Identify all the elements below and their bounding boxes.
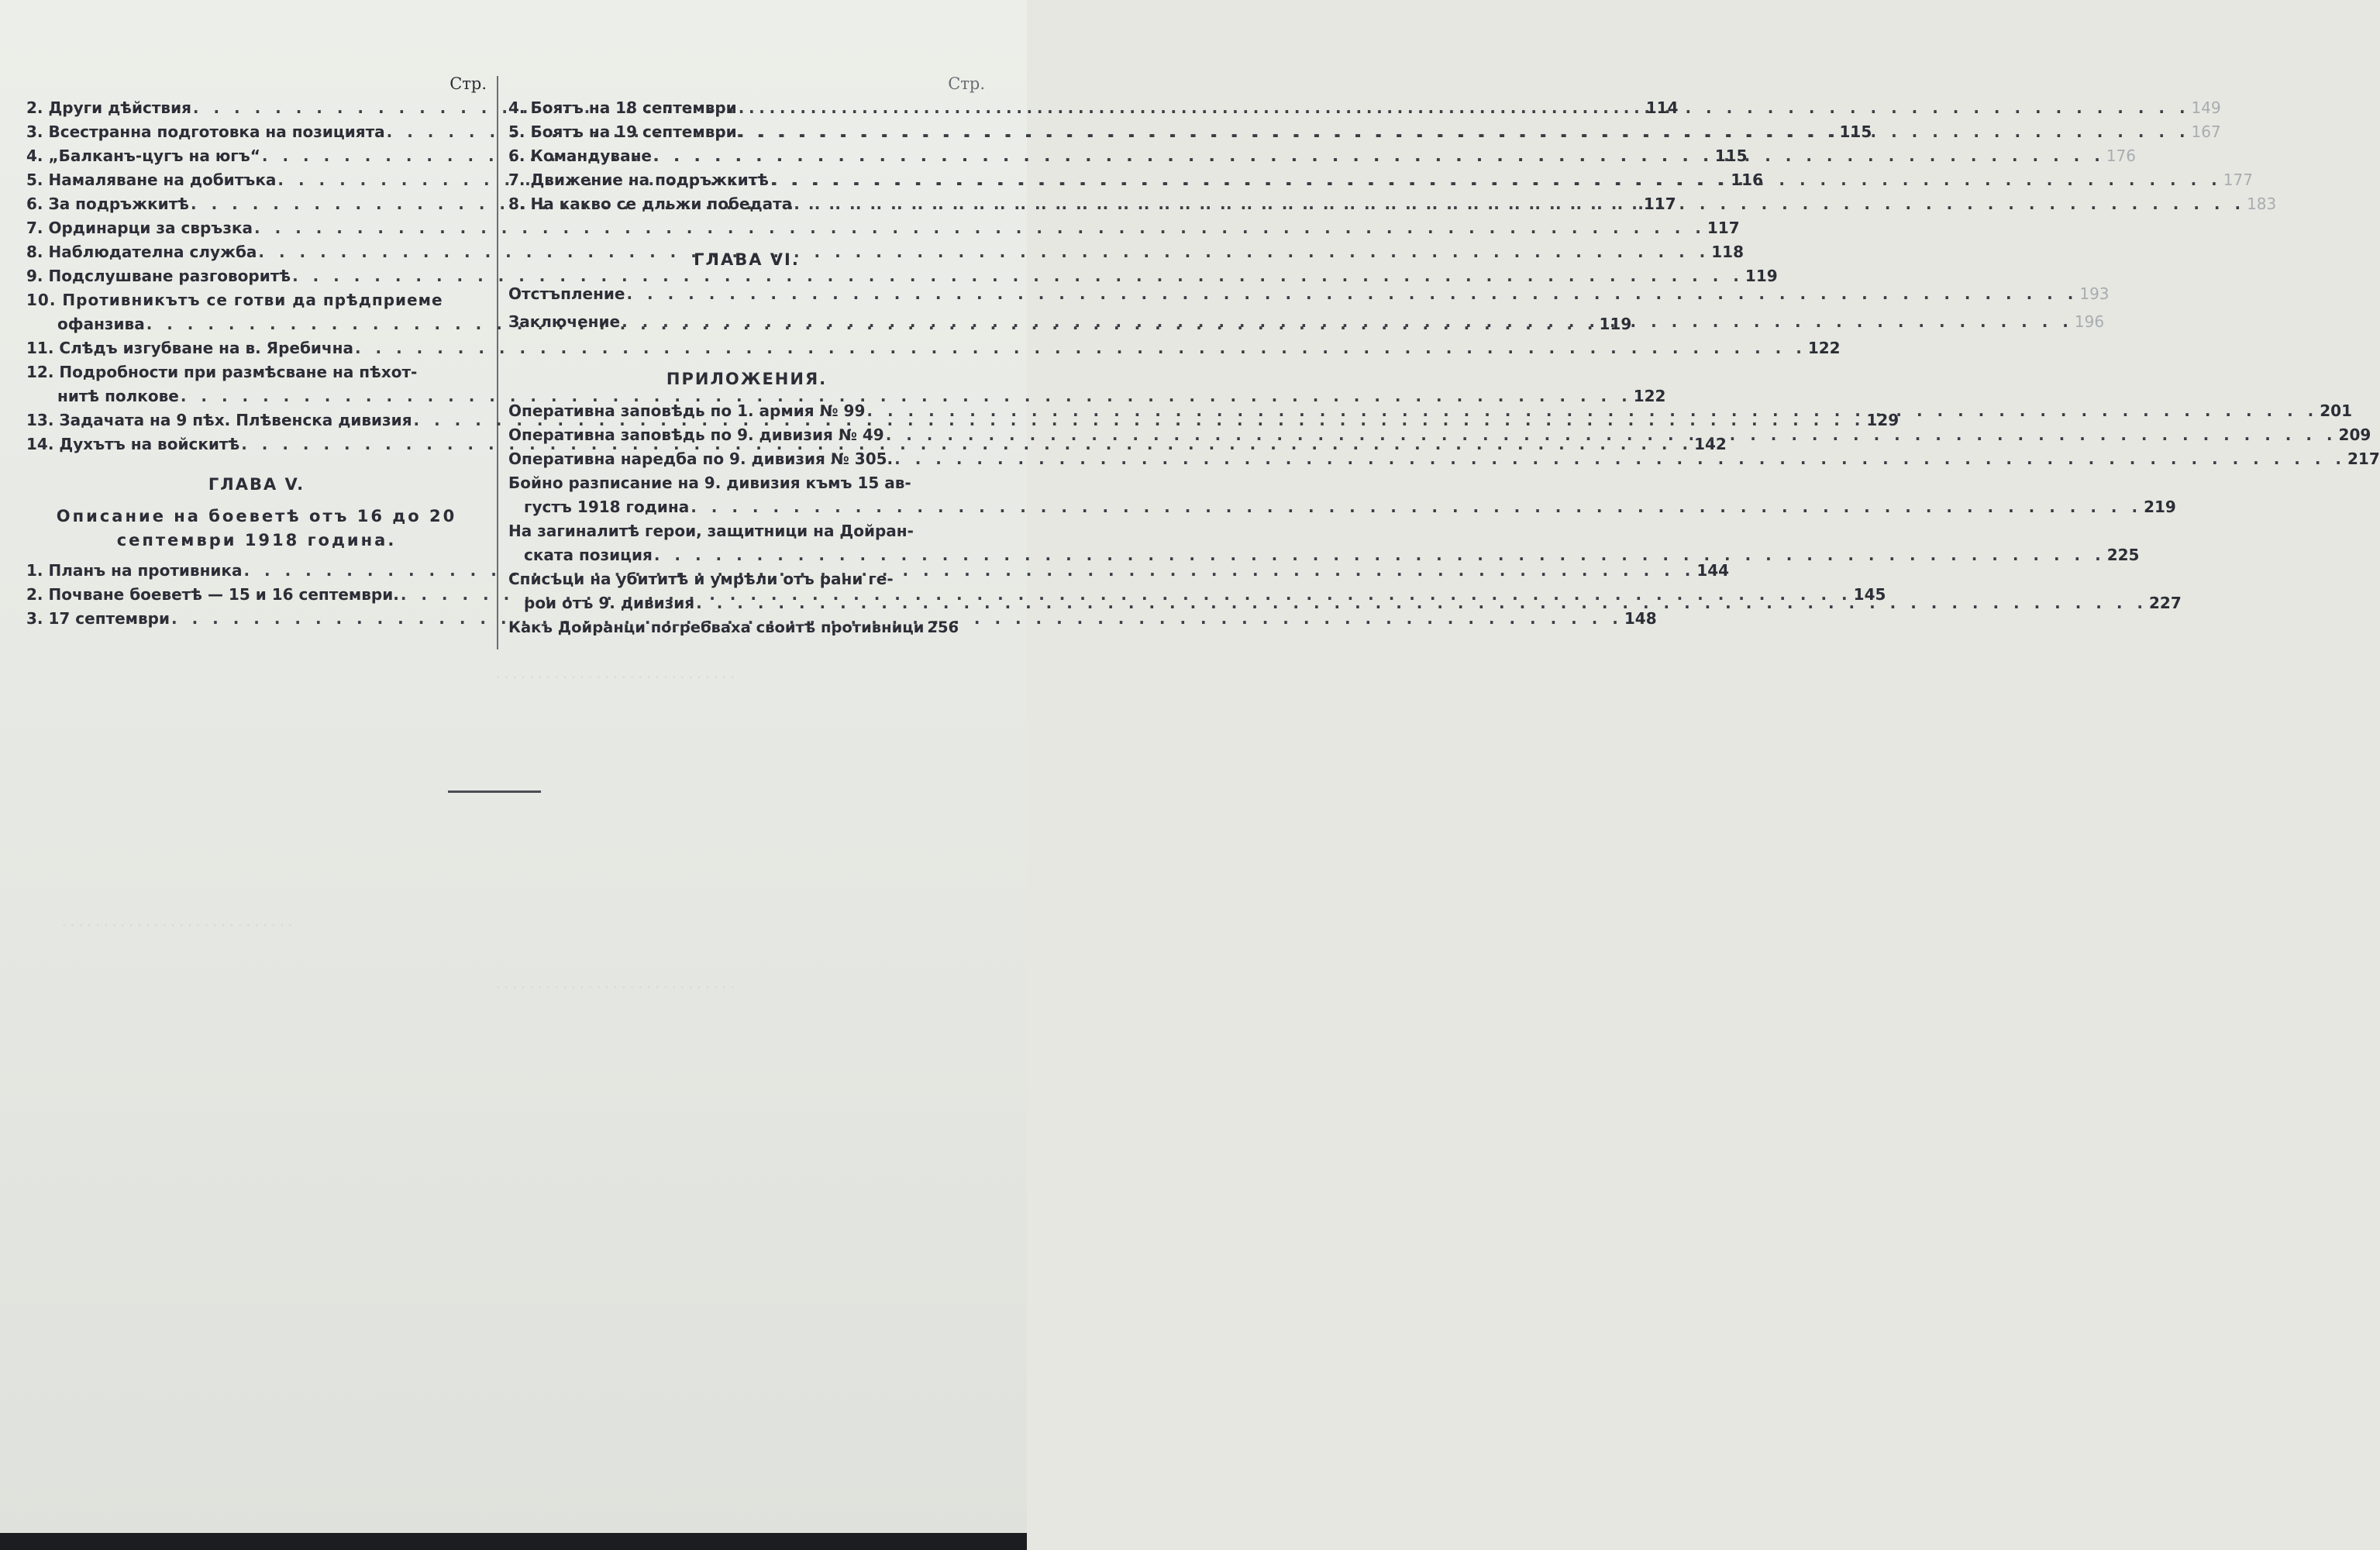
toc-entry: Оперативна заповѣдь по 9. дивизия № 49 . . . 209 [508, 423, 985, 447]
bleed-through-texture: · · · · · · · · · · · · · · · · · · · · · · · · · · · · · [496, 670, 735, 686]
toc-entry: 5. Намаляване на добитъка . . . 116 [26, 168, 487, 192]
toc-entry-continuation: густъ 1918 година . . . 219 [508, 495, 985, 519]
toc-entry: 2. Почване боеветѣ — 15 и 16 септември. . . . 145 [26, 583, 487, 607]
toc-entry-continuation: ската позиция . . . 225 [508, 543, 985, 567]
toc-entry: 14. Духътъ на войскитѣ . . . 142 [26, 432, 487, 456]
toc-entry: 10. Противникътъ се готви да прѣдприеме [26, 291, 443, 309]
chapter-subtitle: септември 1918 година. [116, 531, 397, 549]
scan-edge [0, 1533, 1027, 1550]
toc-entry-continuation: офанзива . . . 119 [26, 312, 487, 336]
toc-entry: 8. На какво се дльжи победата . . . 183 [508, 192, 985, 216]
toc-entry: 7. Ординарци за свръзка . . . 117 [26, 216, 487, 240]
toc-entry: 13. Задачата на 9 пѣх. Плѣвенска дивизия . . . 129 [26, 408, 487, 432]
toc-entry: 6. Командуване . . . 176 [508, 144, 985, 168]
toc-entry: Какъ Дойранци погребваха своитѣ противници 256 [508, 618, 959, 636]
chapter-heading: ГЛАВА VI. [694, 250, 800, 269]
page-column-header: Стр. [449, 74, 487, 93]
toc-entry: 8. Наблюдателна служба . . . 118 [26, 240, 487, 264]
toc-entry: 7. Движение на подръжкитѣ . . . 177 [508, 168, 985, 192]
toc-entry: 9. Подслушване разговоритѣ . . . 119 [26, 264, 487, 288]
toc-entry: Оперативна наредба по 9. дивизия № 305. . . . 217 [508, 447, 985, 471]
toc-entry: Оперативна заповѣдь по 1. армия № 99 . . . 201 [508, 399, 985, 423]
toc-entry: 4. Боятъ на 18 септември . . . 149 [508, 96, 985, 120]
toc-entry: 1. Планъ на противника . . . 144 [26, 559, 487, 583]
toc-entry-continuation: рои отъ 9. дивизия . . . 227 [508, 591, 985, 615]
bleed-through-texture: · · · · · · · · · · · · · · · · · · · · · · · · · · · · · [496, 980, 735, 996]
toc-entry: 3. Всестранна подготовка на позицията . . . 115 [26, 120, 487, 144]
chapter-subtitle: Описание на боеветѣ отъ 16 до 20 [56, 507, 457, 525]
toc-entry: Списъци на убититѣ и умрѣли отъ рани ге- [508, 570, 894, 588]
page-column-header: Стр. [948, 74, 985, 93]
bleed-through-texture: · · · · · · · · · · · · · · · · · · · · · · · · · · · · [62, 918, 293, 934]
toc-entry: 11. Слѣдъ изгубване на в. Яребична . . . 122 [26, 336, 487, 360]
toc-entry: 4. „Балканъ-цугъ на югъ“ . . . 115 [26, 144, 487, 168]
toc-entry: 5. Боятъ на 19 септември . . . 167 [508, 120, 985, 144]
appendix-heading: ПРИЛОЖЕНИЯ. [666, 370, 828, 388]
toc-entry: 6. За подръжкитѣ . . . 117 [26, 192, 487, 216]
toc-entry: Отстъпление . . . 193 [508, 280, 985, 308]
toc-entry: Бойно разписание на 9. дивизия къмъ 15 ав- [508, 474, 911, 492]
section-end-rule [448, 790, 541, 793]
chapter-heading: ГЛАВА V. [208, 475, 305, 494]
toc-entry: На загиналитѣ герои, защитници на Дойран- [508, 522, 914, 540]
toc-entry: 2. Други дѣйствия . . . 114 [26, 96, 487, 120]
toc-entry: 3. 17 септември . . . 148 [26, 607, 487, 631]
toc-entry-continuation: нитѣ полкове . . . 122 [26, 384, 487, 408]
toc-entry: 12. Подробности при размѣсване на пѣхот- [26, 363, 418, 381]
toc-entry: Заключение . . . 196 [508, 308, 985, 336]
